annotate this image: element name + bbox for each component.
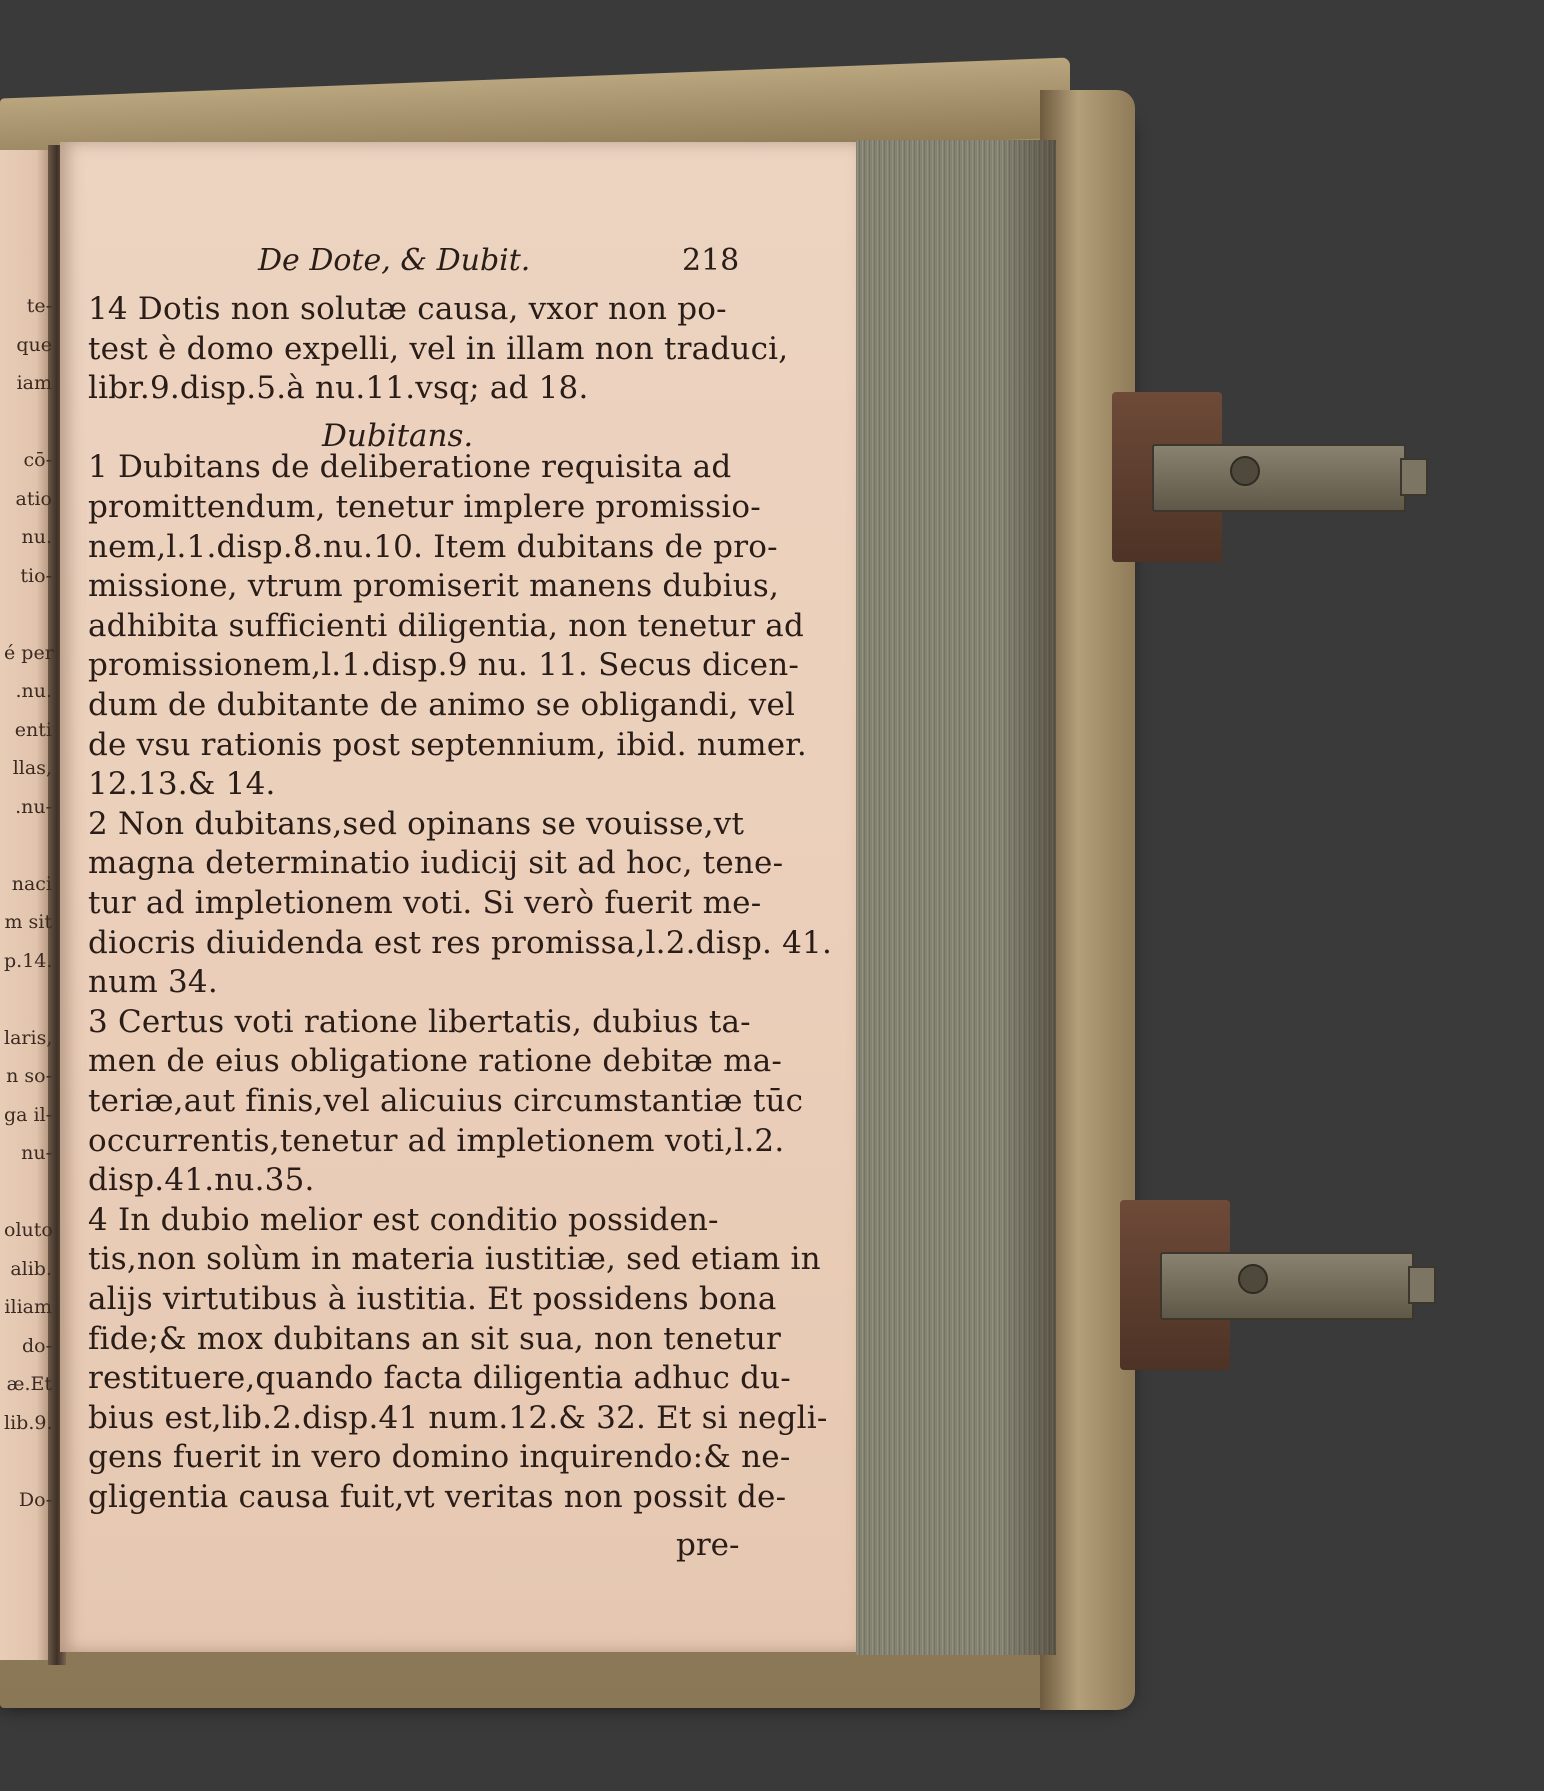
text-line: de vsu rationis post septennium, ibid. numer. bbox=[88, 726, 807, 763]
text-line: dum de dubitante de animo se obligandi, vel bbox=[88, 687, 796, 723]
text-line: nem,l.1.disp.8.nu.10. Item dubitans de pro- bbox=[88, 528, 778, 565]
text-line: 3 Certus voti ratione libertatis, dubius ta- bbox=[88, 1003, 751, 1040]
left-page-fragment: que bbox=[16, 333, 52, 356]
left-page-fragment: p.14. bbox=[4, 949, 53, 972]
text-line: 14 Dotis non solutæ causa, vxor non po- bbox=[88, 291, 727, 327]
text-line: occurrentis,tenetur ad impletionem voti,l.2. bbox=[88, 1122, 785, 1159]
text-line: test è domo expelli, vel in illam non traduci, bbox=[88, 330, 789, 367]
left-page-fragment: te- bbox=[26, 295, 52, 317]
left-page-fragment: Do- bbox=[18, 1488, 52, 1511]
text-line: 4 In dubio melior est conditio possiden- bbox=[88, 1201, 719, 1238]
left-page-fragment: do- bbox=[21, 1334, 52, 1357]
left-page-fragment: enti bbox=[14, 718, 52, 741]
left-page-fragment: tio- bbox=[20, 564, 52, 587]
left-page-fragment: naci bbox=[11, 872, 52, 895]
text-line: fide;& mox dubitans an sit sua, non tenetur bbox=[88, 1320, 782, 1357]
clasp-rivet bbox=[1230, 456, 1260, 486]
clasp-bar bbox=[1160, 1252, 1414, 1320]
left-page-fragment: nu- bbox=[21, 1142, 52, 1164]
left-page-fragment: iliam bbox=[4, 1296, 52, 1318]
text-line: tis,non solùm in materia iustitiæ, sed etiam in bbox=[88, 1241, 821, 1278]
text-line: diocris diuidenda est res promissa,l.2.disp. 41. bbox=[88, 924, 833, 961]
running-head: De Dote, & Dubit. bbox=[258, 243, 531, 278]
left-page-fragment: oluto bbox=[4, 1219, 53, 1241]
left-page-fragment: .nu- bbox=[15, 795, 52, 818]
text-line: promittendum, tenetur implere promissio- bbox=[88, 489, 761, 525]
left-page-fragment: é per bbox=[4, 641, 54, 664]
catchword: pre- bbox=[676, 1527, 740, 1563]
text-line: libr.9.disp.5.à nu.11.vsq; ad 18. bbox=[88, 370, 589, 407]
left-page-fragment: llas, bbox=[12, 757, 52, 779]
left-page-fragment: atio bbox=[15, 487, 52, 510]
text-line: gligentia causa fuit,vt veritas non possit de- bbox=[88, 1479, 787, 1515]
left-page-fragment: laris, bbox=[4, 1026, 53, 1049]
text-line: tur ad impletionem voti. Si verò fuerit me- bbox=[88, 885, 762, 921]
left-page-fragment: æ.Et bbox=[6, 1373, 52, 1395]
text-line: 1 Dubitans de deliberatione requisita ad bbox=[88, 449, 732, 486]
text-line: 12.13.& 14. bbox=[88, 766, 276, 803]
left-page-fragment: n so- bbox=[6, 1065, 52, 1087]
left-page-fragment: nu. bbox=[21, 526, 52, 548]
text-line: disp.41.nu.35. bbox=[88, 1162, 315, 1199]
fore-edge-shadow bbox=[1000, 140, 1056, 1655]
text-line: bius est,lib.2.disp.41 num.12.& 32. Et si negli- bbox=[88, 1399, 828, 1436]
clasp-tip bbox=[1400, 458, 1428, 496]
clasp-bar bbox=[1152, 444, 1406, 512]
text-line: adhibita sufficienti diligentia, non tenetur ad bbox=[88, 607, 804, 644]
text-line: num 34. bbox=[88, 964, 218, 1001]
text-line: men de eius obligatione ratione debitæ ma- bbox=[88, 1043, 783, 1080]
clasp-rivet bbox=[1238, 1264, 1268, 1294]
left-page-fragment: alib. bbox=[10, 1257, 52, 1280]
left-page-fragment: ga il- bbox=[4, 1103, 53, 1126]
text-line: alijs virtutibus à iustitia. Et possidens bona bbox=[88, 1281, 777, 1317]
left-page-fragment: lib.9. bbox=[4, 1411, 53, 1434]
left-page-fragment: iam bbox=[16, 372, 52, 394]
page-number: 218 bbox=[682, 243, 740, 278]
left-page-fragment: m sit bbox=[4, 911, 52, 933]
text-line: promissionem,l.1.disp.9 nu. 11. Secus dicen- bbox=[88, 647, 800, 684]
left-page-fragment: .nu. bbox=[15, 680, 52, 702]
text-line: teriæ,aut finis,vel alicuius circumstantiæ tūc bbox=[88, 1083, 804, 1119]
text-line: restituere,quando facta diligentia adhuc du- bbox=[88, 1360, 791, 1397]
text-line: missione, vtrum promiserit manens dubius, bbox=[88, 568, 780, 605]
text-line: gens fuerit in vero domino inquirendo:& ne- bbox=[88, 1439, 791, 1476]
text-line: 2 Non dubitans,sed opinans se vouisse,vt bbox=[88, 805, 745, 842]
left-page-fragment: cō- bbox=[23, 449, 52, 471]
text-line: magna determinatio iudicij sit ad hoc, tene- bbox=[88, 845, 784, 882]
clasp-tip bbox=[1408, 1266, 1436, 1304]
section-heading: Dubitans. bbox=[322, 418, 474, 454]
